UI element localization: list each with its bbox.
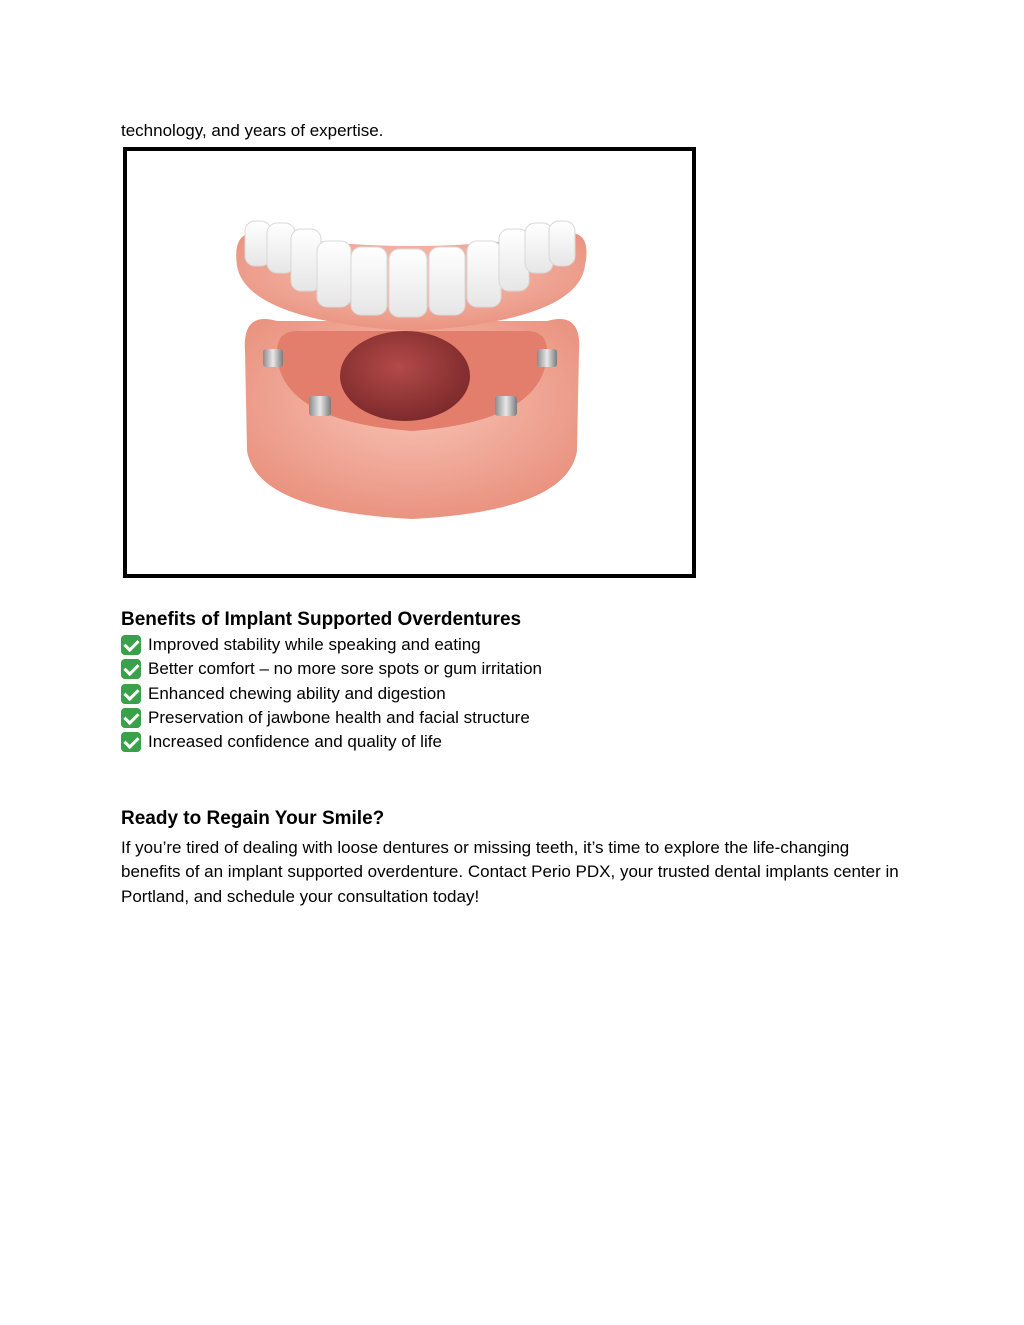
green-check-icon: [121, 635, 141, 655]
cta-paragraph: If you’re tired of dealing with loose dentures or missing teeth, it’s time to explore the life-changing benefits of an implant supported overdenture. Contact Perio PDX, your trusted dental implants center in Portland, and schedule your consultation today!: [121, 838, 899, 906]
list-item: [121, 657, 881, 681]
benefit-text: Better comfort – no more sore spots or gum irritation: [148, 659, 542, 679]
green-check-icon: [121, 732, 141, 752]
green-check-icon: [121, 684, 141, 704]
list-item: [121, 633, 881, 657]
benefit-text: Preservation of jawbone health and facial structure: [148, 707, 530, 727]
benefit-text: Improved stability while speaking and eating: [148, 635, 481, 654]
benefits-section: [121, 607, 881, 754]
benefits-list: [121, 633, 881, 754]
benefit-text: Enhanced chewing ability and digestion: [148, 683, 446, 703]
list-item: [121, 706, 881, 730]
green-check-icon: [121, 659, 141, 679]
list-item: [121, 730, 881, 754]
intro-text: technology, and years of expertise.: [121, 121, 384, 140]
green-check-icon: [121, 708, 141, 728]
implant-overdenture-illustration-icon: [127, 151, 692, 574]
cta-heading: Ready to Regain Your Smile?: [121, 808, 385, 829]
benefits-heading: Benefits of Implant Supported Overdentures: [121, 609, 522, 630]
benefit-text: Increased confidence and quality of life: [148, 732, 442, 752]
overdenture-figure: [123, 147, 696, 578]
list-item: [121, 682, 881, 706]
cta-section: [121, 806, 901, 909]
